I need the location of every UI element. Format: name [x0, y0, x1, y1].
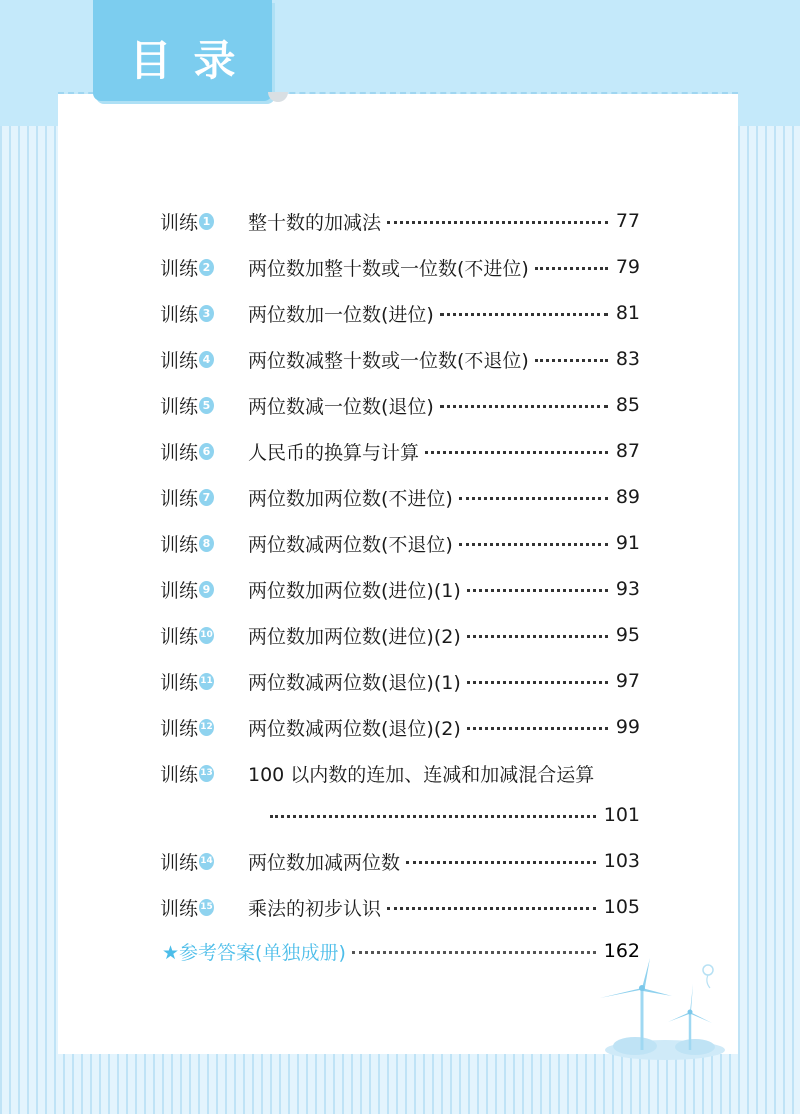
toc-item-continuation[interactable]: [270, 800, 640, 830]
toc-title: 两位数加两位数(进位)(1): [248, 579, 461, 602]
number-badge-icon: 15: [199, 899, 214, 916]
toc-title: 人民币的换算与计算: [248, 441, 420, 464]
number-badge-icon: 6: [199, 443, 214, 460]
toc-title: 两位数加减两位数: [248, 851, 401, 874]
dot-leader: [406, 861, 596, 864]
toc-item[interactable]: [160, 528, 640, 558]
toc-page-number: 101: [603, 804, 640, 826]
toc-page-number: 83: [615, 348, 640, 370]
dot-leader: [459, 497, 608, 500]
toc-item[interactable]: [160, 206, 640, 236]
toc-title: 两位数加整十数或一位数(不进位): [248, 257, 529, 280]
number-badge-icon: 2: [199, 259, 214, 276]
number-badge-icon: 13: [199, 765, 214, 782]
toc-title: 两位数减整十数或一位数(不退位): [248, 349, 529, 372]
dot-leader: [352, 951, 596, 954]
number-badge-icon: 4: [199, 351, 214, 368]
toc-label: 训练 8: [160, 530, 214, 557]
dot-leader: [467, 635, 608, 638]
toc-title: 100 以内数的连加、连减和加减混合运算: [248, 763, 595, 786]
toc-page-number: 97: [615, 670, 640, 692]
toc-page-number: 103: [603, 850, 640, 872]
toc-label: 训练 5: [160, 392, 214, 419]
toc-title: 乘法的初步认识: [248, 897, 382, 920]
toc-label: 训练 7: [160, 484, 214, 511]
toc-page: [58, 94, 738, 1054]
toc-item[interactable]: [160, 390, 640, 420]
dot-leader: [270, 815, 596, 818]
toc-item[interactable]: [160, 252, 640, 282]
toc-title: 整十数的加减法: [248, 211, 382, 234]
number-badge-icon: 14: [199, 853, 214, 870]
toc-label: 训练 12: [160, 717, 213, 740]
toc-label: 训练 14: [160, 851, 213, 874]
number-badge-icon: 5: [199, 397, 214, 414]
toc-item[interactable]: [160, 620, 640, 650]
toc-label: 训练 2: [160, 254, 214, 281]
dot-leader: [467, 681, 608, 684]
number-badge-icon: 1: [199, 213, 214, 230]
toc-title: 两位数减两位数(不退位): [248, 533, 453, 556]
number-badge-icon: 8: [199, 535, 214, 552]
toc-page-number: 99: [615, 716, 640, 738]
wind-turbine-icon: [590, 950, 740, 1060]
answer-key-item[interactable]: [162, 936, 640, 966]
toc-page-number: 85: [615, 394, 640, 416]
number-badge-icon: 11: [199, 673, 214, 690]
toc-item[interactable]: [160, 574, 640, 604]
title-tab: [93, 0, 272, 101]
toc-list: [58, 94, 738, 1054]
toc-label: 训练 15: [160, 897, 213, 920]
toc-item[interactable]: [160, 758, 640, 788]
toc-page-number: 89: [615, 486, 640, 508]
toc-item[interactable]: [160, 298, 640, 328]
dot-leader: [440, 405, 608, 408]
toc-label: 训练 3: [160, 300, 214, 327]
toc-label: 训练 4: [160, 346, 214, 373]
toc-label: 训练 10: [160, 625, 213, 648]
dot-leader: [535, 267, 608, 270]
dot-leader: [387, 221, 608, 224]
toc-title: 两位数减两位数(退位)(2): [248, 717, 461, 740]
dot-leader: [387, 907, 596, 910]
toc-label: 训练 11: [160, 671, 213, 694]
toc-title: 两位数减两位数(退位)(1): [248, 671, 461, 694]
toc-label: 训练 9: [160, 576, 214, 603]
toc-item[interactable]: [160, 892, 640, 922]
number-badge-icon: 3: [199, 305, 214, 322]
toc-page-number: 77: [615, 210, 640, 232]
toc-page-number: 95: [615, 624, 640, 646]
toc-item[interactable]: [160, 846, 640, 876]
toc-page-number: 79: [615, 256, 640, 278]
toc-item[interactable]: [160, 482, 640, 512]
number-badge-icon: 12: [199, 719, 214, 736]
toc-page-number: 81: [615, 302, 640, 324]
toc-label: 训练 1: [160, 208, 214, 235]
toc-item[interactable]: [160, 666, 640, 696]
toc-page-number: 162: [603, 940, 640, 962]
page-title: 目录: [129, 36, 258, 85]
number-badge-icon: 7: [199, 489, 214, 506]
toc-title: 两位数加两位数(不进位): [248, 487, 453, 510]
toc-title: 两位数加一位数(进位): [248, 303, 434, 326]
dot-leader: [535, 359, 608, 362]
toc-item[interactable]: [160, 436, 640, 466]
dot-leader: [467, 727, 608, 730]
answer-key-label: ★参考答案(单独成册): [162, 941, 346, 964]
toc-page-number: 93: [615, 578, 640, 600]
toc-label: 训练 6: [160, 438, 214, 465]
dot-leader: [467, 589, 608, 592]
dot-leader: [440, 313, 608, 316]
toc-page-number: 105: [603, 896, 640, 918]
number-badge-icon: 10: [199, 627, 214, 644]
toc-title: 两位数加两位数(进位)(2): [248, 625, 461, 648]
toc-item[interactable]: [160, 344, 640, 374]
number-badge-icon: 9: [199, 581, 214, 598]
dot-leader: [425, 451, 608, 454]
toc-item[interactable]: [160, 712, 640, 742]
dot-leader: [459, 543, 608, 546]
toc-page-number: 87: [615, 440, 640, 462]
toc-title: 两位数减一位数(退位): [248, 395, 434, 418]
toc-label: 训练 13: [160, 763, 213, 786]
toc-page-number: 91: [615, 532, 640, 554]
